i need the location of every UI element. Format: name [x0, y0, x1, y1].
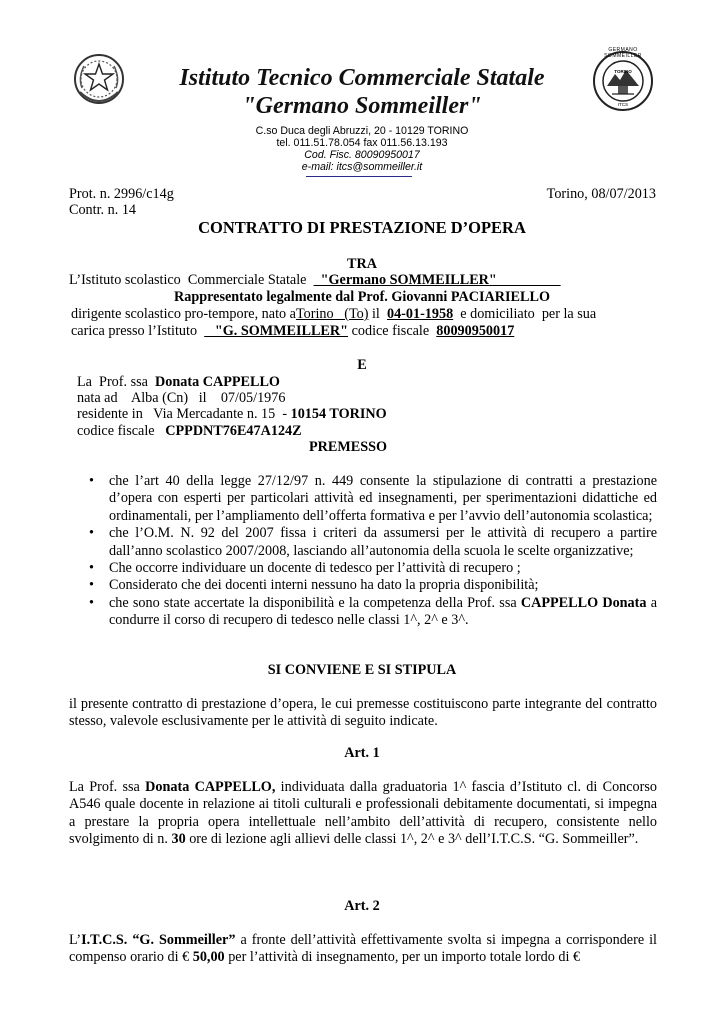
residence-prefix: residente in Via Mercadante n. 15 -	[77, 406, 291, 422]
school-fiscal-code: Cod. Fisc. 80090950017	[304, 149, 420, 161]
premesso-heading: PREMESSO	[309, 439, 388, 455]
represented-by: Rappresentato legalmente dal Prof. Giovanni PACIARIELLO	[174, 289, 550, 305]
school-party-line	[69, 272, 561, 289]
carica-line	[71, 323, 514, 340]
seal-text-mid: TORINO	[614, 69, 632, 74]
prof-residence-line	[77, 406, 387, 423]
residence-city: 10154 TORINO	[290, 406, 387, 422]
art2-middle: a fronte dell’attività effettivamente svolta si impegna a corrispondere il compenso orario di €	[69, 932, 657, 966]
carica-school: "G. SOMMEILLER"	[204, 323, 349, 339]
premesso-item	[82, 595, 657, 630]
art1-middle: individuata dalla graduatoria 1^ fascia d’Istituto cl. di Concorso A546 quale docente in relazione ai titoli culturali e professionali debitamente documentati, si impegna a prestare la propria opera intellettuale nell’ambito dell’attività di recupero, consistente nello svolgimento di n.	[69, 779, 657, 848]
art1-prefix: La Prof. ssa	[69, 779, 146, 795]
prof-cf-value: CPPDNT76E47A124Z	[165, 423, 302, 439]
stipula-text: il presente contratto di prestazione d’opera, le cui premesse costituiscono parte integrante del contratto stesso, valevole esclusivamente per le attività di seguito indicate.	[69, 696, 657, 730]
art1-name: Donata CAPPELLO,	[145, 779, 276, 795]
cf-label: codice fiscale	[348, 323, 437, 339]
art2-heading: Art. 2	[344, 898, 380, 914]
header-divider	[306, 176, 412, 177]
birth-city-text: Torino (To)	[295, 306, 369, 322]
school-party-prefix: L’Istituto scolastico Commerciale Statale	[69, 272, 314, 288]
school-name-line2: "Germano Sommeiller"	[242, 93, 482, 119]
dirigente-line	[71, 306, 596, 323]
premesso-item: • Che occorre individuare un docente di tedesco per l’attività di recupero ;	[82, 560, 657, 577]
premesso-item: • che l’O.M. N. 92 del 2007 fissa i criteri da assumersi per le attività di recupero a partire dall’anno scolastico 2007/2008, lasciando all’autonomia della scuola le scelte organizzative;	[82, 525, 657, 560]
prof-prefix: La Prof. ssa	[77, 374, 156, 390]
seal-text-bottom: ITCS	[617, 102, 629, 107]
carica-prefix: carica presso l’Istituto	[71, 323, 205, 339]
last-item-name: CAPPELLO Donata	[520, 594, 647, 611]
cf-value: 80090950017	[436, 323, 515, 339]
school-email[interactable]: e-mail: itcs@sommeiller.it	[301, 161, 423, 173]
premesso-list	[82, 473, 657, 630]
art2-amount: 50,00	[192, 949, 225, 966]
prof-name: Donata CAPPELLO	[155, 374, 280, 390]
school-phone-fax: tel. 011.51.78.054 fax 011.56.13.193	[276, 137, 448, 149]
art1-heading: Art. 1	[344, 745, 380, 761]
republic-emblem	[72, 52, 126, 108]
tra-heading: TRA	[347, 256, 377, 272]
birth-city	[296, 306, 368, 322]
art2-prefix: L’	[69, 932, 82, 948]
art2-name: I.T.C.S. “G. Sommeiller”	[81, 932, 236, 948]
premesso-item: • Considerato che dei docenti interni nessuno ha dato la propria disponibilità;	[82, 577, 657, 594]
art1-text	[69, 779, 657, 849]
prof-cf-label: codice fiscale	[77, 423, 166, 439]
seal-text-top: GERMANO SOMMEILLER	[604, 47, 642, 59]
birth-date: 04-01-1958	[386, 306, 454, 322]
school-address: C.so Duca degli Abruzzi, 20 - 10129 TORINO	[255, 125, 469, 137]
document-title: CONTRATTO DI PRESTAZIONE D’OPERA	[198, 218, 526, 237]
domiciled-text: e domiciliato per la sua	[453, 306, 597, 322]
last-item-suffix: a condurre il corso di recupero di tedesco nelle classi 1^, 2^ e 3^.	[109, 594, 657, 629]
stipula-heading: SI CONVIENE E SI STIPULA	[267, 662, 457, 678]
art1-suffix: ore di lezione agli allievi delle classi 1^, 2^ e 3^ dell’I.T.C.S. “G. Sommeiller”.	[185, 831, 639, 848]
art2-suffix: per l’attività di insegnamento, per un importo totale lordo di €	[224, 949, 581, 966]
place-date: Torino, 08/07/2013	[546, 186, 656, 202]
school-party-name: "Germano SOMMEILLER"	[313, 272, 561, 288]
school-name-line1: Istituto Tecnico Commerciale Statale	[179, 65, 545, 91]
il-word: il	[368, 306, 387, 322]
prof-cf-line	[77, 423, 302, 440]
prof-birth-line: nata ad Alba (Cn) il 07/05/1976	[77, 390, 286, 406]
prof-line	[77, 374, 280, 391]
last-item-prefix: che sono state accertate la disponibilità e la competenza della Prof. ssa	[109, 594, 521, 611]
art2-text	[69, 932, 657, 967]
e-heading: E	[357, 357, 367, 373]
protocol-number: Prot. n. 2996/c14g	[69, 186, 174, 202]
art1-hours: 30	[171, 831, 186, 848]
contract-number: Contr. n. 14	[69, 202, 137, 218]
premesso-item: • che l’art 40 della legge 27/12/97 n. 449 consente la stipulazione di contratti a prestazione d’opera con esperti per particolari attività ed insegnamenti, per sperimentazioni didattiche ed ordinamentali, per l’ampliamento dell’offerta formativa e per l’avvio dell’autonomia scolastica;	[82, 473, 657, 525]
dirigente-prefix: dirigente scolastico pro-tempore, nato a	[71, 306, 296, 322]
